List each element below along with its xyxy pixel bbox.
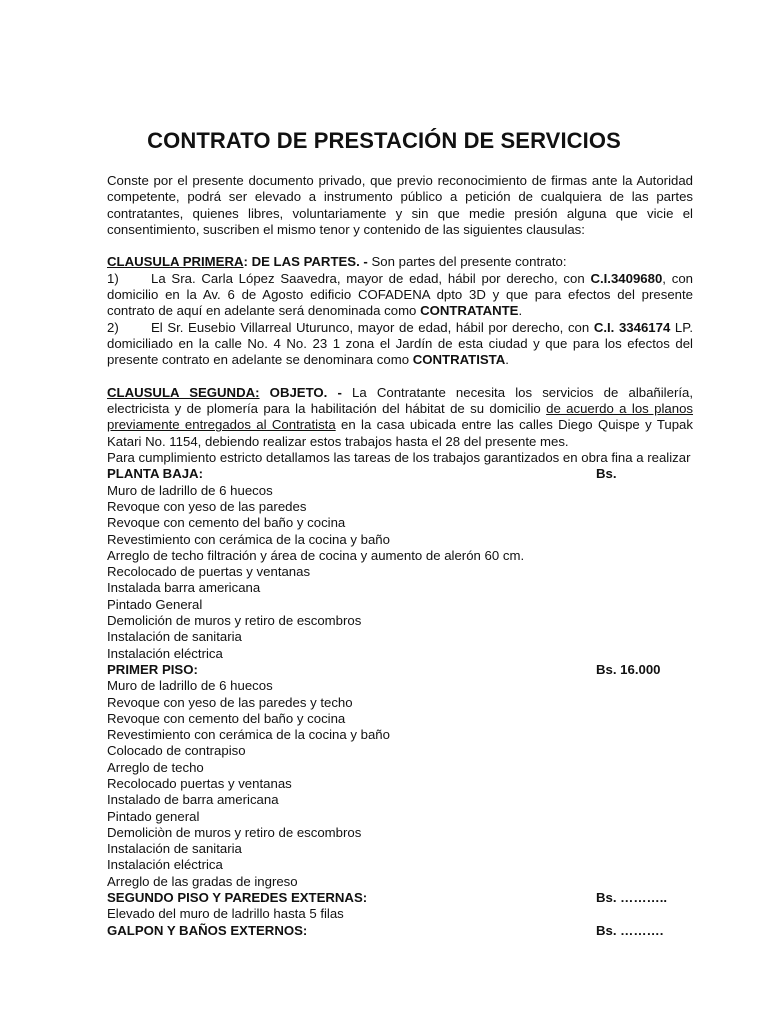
item-text: LP. domiciliado en la calle No. 4 No. 23 1 zona el Jardín de esta ciudad y que para los efectos del presente contrato en adelante se denominara como [107, 319, 693, 368]
list-item: Instalación de sanitaria [107, 629, 242, 645]
item-text: La Sra. Carla López Saavedra, mayor de edad, hábil por derecho, con [151, 270, 591, 286]
section-label: PLANTA BAJA: [107, 466, 203, 482]
list-item: Recolocado de puertas y ventanas [107, 564, 311, 580]
section-price: Bs. [596, 466, 617, 482]
clause-1-item-2 [107, 320, 693, 369]
list-item: Arreglo de techo [107, 759, 204, 775]
clause-2-underlined-text: de acuerdo a los planos previamente entregados al Contratista [107, 401, 693, 433]
list-item: Instalación de sanitaria [107, 841, 242, 857]
list-item: Pintado general [107, 808, 200, 824]
contratante-ci: C.I.3409680 [590, 270, 663, 286]
list-item: Arreglo de las gradas de ingreso [107, 873, 298, 889]
spacer [107, 238, 693, 254]
section-primer-piso-header [107, 662, 693, 678]
list-item: Revestimiento con cerámica de la cocina y baño [107, 531, 390, 547]
clause-1-heading-rest: : DE LAS PARTES. - [243, 254, 368, 270]
item-list [107, 906, 693, 922]
item-text: . [518, 303, 523, 319]
clause-1-heading: CLAUSULA PRIMERA [107, 254, 244, 270]
list-item: Revoque con yeso de las paredes [107, 498, 307, 514]
contratante-role: CONTRATANTE [420, 303, 519, 319]
item-text: El Sr. Eusebio Villarreal Uturunco, mayor de edad, hábil por derecho, con [151, 319, 594, 335]
item-text: , con domicilio en la Av. 6 de Agosto edificio COFADENA dpto 3D y que para efectos del presente contrato de aquí en adelante será denominada como [107, 270, 693, 319]
clause-2-heading: CLAUSULA SEGUNDA: [107, 384, 260, 400]
section-price: Bs. ……….. [596, 890, 668, 906]
section-label: PRIMER PISO: [107, 661, 198, 677]
section-label: SEGUNDO PISO Y PAREDES EXTERNAS: [107, 890, 368, 906]
list-item: Instalación eléctrica [107, 857, 223, 873]
item-number: 2) [107, 319, 119, 335]
item-number: 1) [107, 270, 119, 286]
contratista-role: CONTRATISTA [412, 352, 506, 368]
list-item: Colocado de contrapiso [107, 743, 246, 759]
clause-2-text: en la casa ubicada entre las calles Diego Quispe y Tupak Katari No. 1154, debiendo realizar estos trabajos hasta el 28 del presente mes. [107, 417, 693, 449]
list-item: Recolocado puertas y ventanas [107, 775, 292, 791]
item-text: . [505, 352, 509, 368]
list-item: Revoque con yeso de las paredes y techo [107, 694, 353, 710]
spacer [107, 369, 693, 385]
item-list [107, 483, 693, 662]
list-item: Pintado General [107, 596, 203, 612]
list-item: Revoque con cemento del baño y cocina [107, 710, 346, 726]
clause-2-heading-rest: OBJETO. - [259, 384, 342, 400]
item-list [107, 678, 693, 890]
section-price: Bs. ………. [596, 922, 664, 938]
list-item: Instalado de barra americana [107, 792, 279, 808]
section-segundo-piso-header [107, 890, 693, 906]
section-label: GALPON Y BAÑOS EXTERNOS: [107, 922, 308, 938]
list-item: Muro de ladrillo de 6 huecos [107, 678, 273, 694]
list-item: Revoque con cemento del baño y cocina [107, 515, 346, 531]
document-title: CONTRATO DE PRESTACIÓN DE SERVICIOS [147, 128, 621, 153]
list-item: Revestimiento con cerámica de la cocina y baño [107, 727, 390, 743]
list-item: Muro de ladrillo de 6 huecos [107, 482, 273, 498]
list-item: Elevado del muro de ladrillo hasta 5 filas [107, 906, 344, 922]
section-galpon-header [107, 923, 693, 939]
list-item: Arreglo de techo filtración y área de cocina y aumento de alerón 60 cm. [107, 547, 525, 563]
list-item: Demolición de muros y retiro de escombros [107, 613, 362, 629]
contratista-ci: C.I. 3346174 [593, 319, 671, 335]
clause-1-heading-line [107, 254, 693, 270]
clause-2-paragraph [107, 385, 693, 450]
clause-2-text: La Contratante necesita los servicios de albañilería, electricista y de plomería para la habilitación del hábitat de su domicilio [107, 384, 693, 417]
list-item: Instalación eléctrica [107, 645, 223, 661]
clause-2-paragraph-2: Para cumplimiento estricto detallamos las tareas de los trabajos garantizados en obra fina a realizar [107, 450, 691, 466]
section-price: Bs. 16.000 [596, 661, 661, 677]
list-item: Instalada barra americana [107, 580, 261, 596]
intro-paragraph: Conste por el presente documento privado, que previo reconocimiento de firmas ante la Autoridad competente, podrá ser elevado a instrumento público a petición de cualquiera de las partes contratantes, quienes libres, voluntariamente y sin que medie presión alguna que vicie el consentimiento, suscriben el mismo tenor y contenido de las siguientes clausulas: [107, 173, 693, 237]
clause-1-intro: Son partes del presente contrato: [367, 254, 567, 270]
clause-1-item-1 [107, 271, 693, 320]
section-planta-baja-header [107, 466, 693, 482]
document-body [107, 173, 693, 939]
list-item: Demoliciòn de muros y retiro de escombros [107, 824, 362, 840]
